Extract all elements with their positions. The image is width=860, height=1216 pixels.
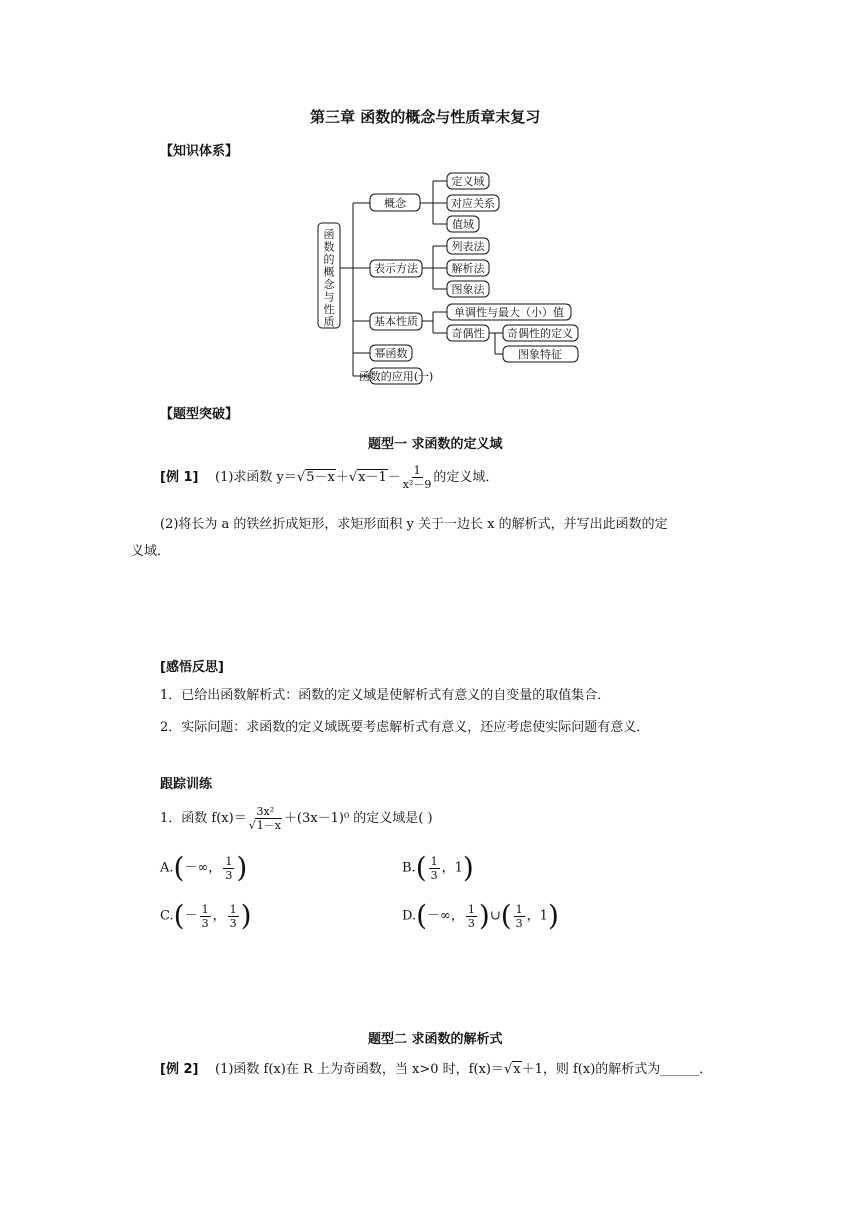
option-d-fraction-2 bbox=[514, 903, 525, 930]
option-d[interactable] bbox=[402, 899, 559, 932]
fraction-numerator: 1 bbox=[413, 464, 421, 477]
t1-radicand: 1－x bbox=[256, 819, 281, 832]
training-label: 跟踪训练 bbox=[160, 777, 213, 792]
fraction-denominator: 3 bbox=[430, 868, 438, 882]
fraction-numerator: 1 bbox=[201, 902, 209, 916]
fraction-numerator: 1 bbox=[515, 902, 523, 916]
reflect-item-1: 1．已给出函数解析式：函数的定义域是使解析式有意义的自变量的取值集合． bbox=[160, 688, 611, 703]
q1-prefix: (1)求函数 y＝ bbox=[215, 470, 297, 485]
section-knowledge-heading: 【知识体系】 bbox=[160, 144, 239, 159]
diagram-concept: 概念 bbox=[384, 197, 406, 210]
diagram-root-char: 概 bbox=[323, 265, 335, 279]
diagram-root-char: 数 bbox=[323, 240, 335, 254]
diagram-parity-child: 奇偶性的定义 bbox=[507, 327, 573, 340]
fraction-numerator: 1 bbox=[229, 902, 237, 916]
option-a-fraction bbox=[223, 855, 234, 882]
page-title: 第三章 函数的概念与性质章末复习 bbox=[310, 108, 541, 126]
fraction-numerator: 1 bbox=[225, 854, 233, 868]
diagram-representation-child: 列表法 bbox=[451, 240, 485, 253]
example1-question1 bbox=[160, 463, 498, 493]
left-paren-icon: ( bbox=[416, 899, 428, 932]
option-b-label: B. bbox=[402, 860, 416, 876]
q1-suffix: 的定义域． bbox=[433, 470, 499, 485]
diagram-root-text bbox=[324, 228, 336, 329]
ex2-prefix: (1)函数 f(x)在 R 上为奇函数，当 x>0 时，f(x)＝ bbox=[215, 1062, 504, 1077]
section-types-heading: 【题型突破】 bbox=[160, 407, 239, 422]
right-paren-icon: ) bbox=[236, 851, 248, 884]
diagram-root-char: 念 bbox=[323, 278, 335, 291]
left-paren-icon: ( bbox=[173, 899, 185, 932]
example2-question1 bbox=[160, 1058, 712, 1077]
fraction-denominator: x²－9 bbox=[402, 478, 432, 491]
fraction-numerator: 3x² bbox=[256, 805, 275, 818]
fraction-denominator: 3 bbox=[201, 916, 209, 930]
fraction-denominator: 3 bbox=[515, 916, 523, 930]
training-question-1 bbox=[160, 802, 433, 836]
fraction-denominator bbox=[249, 819, 282, 832]
fraction-numerator: 1 bbox=[467, 902, 475, 916]
example1-label: [例 1] bbox=[160, 470, 199, 485]
option-d-right: ，1 bbox=[526, 908, 548, 924]
diagram-root-char: 函 bbox=[323, 228, 335, 241]
t1-suffix: ＋(3x－1)⁰ 的定义域是( ) bbox=[283, 811, 433, 826]
example1-question2-line2: 义域． bbox=[131, 544, 171, 559]
fraction-denominator: 3 bbox=[225, 868, 233, 882]
t1-prefix: 1．函数 f(x)＝ bbox=[160, 811, 247, 826]
option-a[interactable] bbox=[160, 851, 248, 884]
left-paren-icon: ( bbox=[500, 899, 512, 932]
example2-label: [例 2] bbox=[160, 1062, 199, 1077]
option-b[interactable] bbox=[402, 851, 474, 884]
q1-fraction bbox=[403, 464, 432, 491]
diagram-application: 函数的应用(一) bbox=[358, 370, 434, 383]
sqrt-icon bbox=[249, 819, 256, 832]
diagram-root-char: 质 bbox=[323, 315, 335, 329]
diagram-concept-child: 值域 bbox=[452, 218, 474, 231]
option-d-left: －∞， bbox=[427, 908, 464, 924]
t1-fraction bbox=[249, 805, 282, 832]
example1-question2-line1: (2)将长为 a 的铁丝折成矩形，求矩形面积 y 关于一边长 x 的解析式，并写出此函数的定 bbox=[160, 517, 668, 532]
diagram-root-char: 性 bbox=[323, 303, 335, 316]
reflect-label: [感悟反思] bbox=[160, 660, 224, 675]
left-paren-icon: ( bbox=[415, 851, 427, 884]
option-c-minus: － bbox=[184, 908, 198, 924]
diagram-concept-child: 定义域 bbox=[451, 175, 485, 188]
option-c-comma: ， bbox=[212, 908, 226, 924]
diagram-parity: 奇偶性 bbox=[451, 327, 485, 340]
diagram-root-char: 的 bbox=[323, 253, 335, 266]
left-paren-icon: ( bbox=[173, 851, 185, 884]
diagram-representation-child: 图象法 bbox=[451, 283, 485, 296]
option-c-label: C. bbox=[160, 908, 174, 924]
option-c-fraction-2 bbox=[228, 903, 239, 930]
type1-heading: 题型一 求函数的定义域 bbox=[368, 437, 503, 452]
right-paren-icon: ) bbox=[478, 899, 490, 932]
ex2-radicand: x bbox=[513, 1062, 521, 1077]
option-a-label: A. bbox=[160, 860, 174, 876]
option-d-fraction-1 bbox=[466, 903, 477, 930]
diagram-basic-props: 基本性质 bbox=[374, 315, 418, 328]
diagram-power-func: 幂函数 bbox=[374, 347, 408, 360]
option-c[interactable] bbox=[160, 899, 252, 932]
diagram-parity-child: 图象特征 bbox=[518, 348, 562, 361]
diagram-concept-child: 对应关系 bbox=[451, 197, 495, 210]
fraction-denominator: 3 bbox=[229, 916, 237, 930]
diagram-representation-child: 解析法 bbox=[451, 262, 485, 275]
sqrt-icon bbox=[297, 470, 305, 485]
q1-radicand-1: 5－x bbox=[306, 470, 335, 485]
right-paren-icon: ) bbox=[240, 899, 252, 932]
diagram-monotonic: 单调性与最大（小）值 bbox=[454, 306, 564, 319]
option-c-fraction-1 bbox=[200, 903, 211, 930]
ex2-suffix: ＋1，则 f(x)的解析式为______． bbox=[521, 1062, 713, 1077]
reflect-item-2: 2．实际问题：求函数的定义域既要考虑解析式有意义，还应考虑使实际问题有意义． bbox=[160, 720, 650, 735]
q1-radicand-2: x－1 bbox=[358, 470, 387, 485]
sqrt-icon bbox=[504, 1062, 512, 1077]
option-b-right: ，1 bbox=[441, 860, 463, 876]
option-b-fraction bbox=[429, 855, 440, 882]
diagram-representation: 表示方法 bbox=[374, 262, 418, 275]
diagram-root-char: 与 bbox=[323, 290, 335, 304]
option-a-left: －∞， bbox=[184, 860, 222, 876]
minus-sign: － bbox=[387, 470, 401, 485]
right-paren-icon: ) bbox=[547, 899, 559, 932]
type2-heading: 题型二 求函数的解析式 bbox=[368, 1032, 503, 1047]
sqrt-icon bbox=[349, 470, 357, 485]
fraction-numerator: 1 bbox=[430, 854, 438, 868]
fraction-denominator: 3 bbox=[467, 916, 475, 930]
plus-sign: ＋ bbox=[335, 470, 349, 485]
option-d-label: D. bbox=[402, 908, 417, 924]
knowledge-tree-diagram bbox=[300, 168, 600, 390]
right-paren-icon: ) bbox=[462, 851, 474, 884]
union-icon: ∪ bbox=[489, 908, 501, 924]
